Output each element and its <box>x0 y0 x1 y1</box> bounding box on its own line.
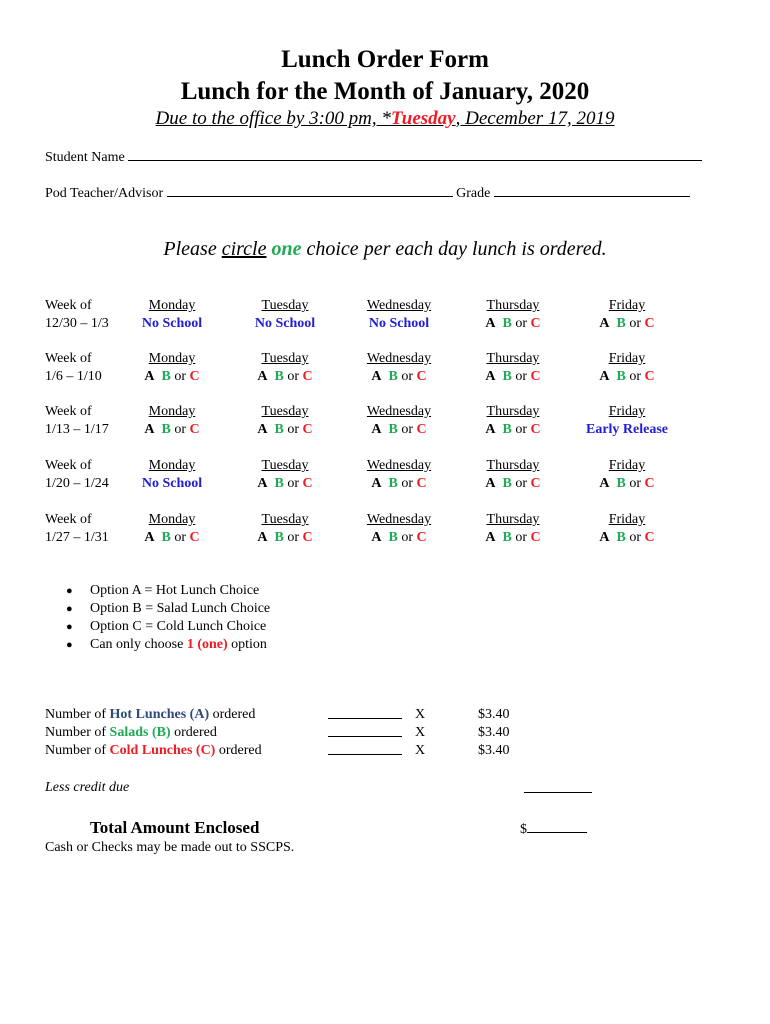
choice-a[interactable]: A <box>371 530 382 545</box>
choice-or: or <box>629 369 641 384</box>
order-multipliers: X X X <box>415 707 426 758</box>
choice-a[interactable]: A <box>144 530 155 545</box>
choice-a[interactable]: A <box>257 530 268 545</box>
choice-b[interactable]: B <box>502 316 512 331</box>
day-cell[interactable] <box>225 403 345 439</box>
day-name: Monday <box>148 404 196 419</box>
day-name: Tuesday <box>261 458 309 473</box>
choice-b[interactable]: B <box>502 422 512 437</box>
teacher-field[interactable] <box>45 184 690 202</box>
lunch-choices[interactable] <box>225 421 345 439</box>
order-cold-label: Number of Cold Lunches (C) ordered <box>45 743 262 758</box>
day-name: Thursday <box>486 298 540 313</box>
day-cell[interactable] <box>567 403 687 439</box>
choice-a[interactable]: A <box>485 316 496 331</box>
choice-or: or <box>174 530 186 545</box>
choice-c[interactable]: C <box>644 369 655 384</box>
price-salad: $3.40 <box>478 725 510 740</box>
choice-or: or <box>174 369 186 384</box>
choice-b[interactable]: B <box>616 369 626 384</box>
choice-a[interactable]: A <box>257 422 268 437</box>
choice-a[interactable]: A <box>599 369 610 384</box>
lunch-choices[interactable] <box>453 529 573 547</box>
choice-c[interactable]: C <box>302 369 313 384</box>
day-cell[interactable] <box>567 297 687 333</box>
day-name: Friday <box>608 351 646 366</box>
grade-line[interactable] <box>494 184 690 197</box>
choice-a[interactable]: A <box>371 476 382 491</box>
day-name: Thursday <box>486 351 540 366</box>
choice-a[interactable]: A <box>371 422 382 437</box>
form-title: Lunch Order Form <box>281 46 489 73</box>
choice-or: or <box>515 369 527 384</box>
lunch-choices[interactable] <box>339 421 459 439</box>
day-name: Thursday <box>486 404 540 419</box>
day-cell[interactable] <box>339 511 459 547</box>
lunch-choices[interactable] <box>339 529 459 547</box>
total-field[interactable]: $ <box>520 820 587 838</box>
choice-or: or <box>515 476 527 491</box>
day-cell[interactable] <box>339 297 459 333</box>
week-label: Week of 1/20 – 1/24 <box>45 458 109 491</box>
choice-c[interactable]: C <box>530 530 541 545</box>
choice-a[interactable]: A <box>485 369 496 384</box>
choice-c[interactable]: C <box>644 476 655 491</box>
day-name: Friday <box>608 512 646 527</box>
day-cell[interactable] <box>453 403 573 439</box>
salad-qty-line[interactable] <box>328 724 402 737</box>
choice-b[interactable]: B <box>616 316 626 331</box>
option-item: ● Option B = Salad Lunch Choice <box>66 600 270 618</box>
total-line[interactable] <box>527 820 587 833</box>
due-date: Due to the office by 3:00 pm, *Tuesday, December 17, 2019 <box>155 108 615 129</box>
day-cell[interactable] <box>453 457 573 493</box>
choice-or: or <box>287 369 299 384</box>
day-cell[interactable] <box>112 297 232 333</box>
choice-or: or <box>287 422 299 437</box>
student-name-line[interactable] <box>128 148 702 161</box>
day-name: Wednesday <box>366 351 432 366</box>
price-hot: $3.40 <box>478 707 510 722</box>
day-cell[interactable] <box>112 511 232 547</box>
option-item: ● Option A = Hot Lunch Choice <box>66 582 270 600</box>
choice-c[interactable]: C <box>530 422 541 437</box>
day-cell[interactable] <box>567 457 687 493</box>
day-name: Monday <box>148 298 196 313</box>
week-label: Week of 1/13 – 1/17 <box>45 404 109 437</box>
day-name: Wednesday <box>366 298 432 313</box>
lunch-choices[interactable] <box>453 315 573 333</box>
day-status: No School <box>254 316 316 331</box>
lunch-choices[interactable] <box>112 368 232 386</box>
choice-a[interactable]: A <box>257 476 268 491</box>
day-name: Tuesday <box>261 298 309 313</box>
day-status: No School <box>141 316 203 331</box>
instruction: Please circle one choice per each day lunch is ordered. <box>163 238 607 260</box>
day-cell[interactable] <box>453 297 573 333</box>
lunch-choices[interactable] <box>567 475 687 493</box>
choice-or: or <box>401 422 413 437</box>
choice-or: or <box>401 530 413 545</box>
lunch-choices[interactable] <box>225 529 345 547</box>
order-blanks[interactable] <box>328 706 402 760</box>
choice-c[interactable]: C <box>416 422 427 437</box>
day-cell[interactable] <box>339 350 459 386</box>
choice-c[interactable]: C <box>416 530 427 545</box>
choice-or: or <box>401 476 413 491</box>
choice-or: or <box>287 476 299 491</box>
choice-or: or <box>629 476 641 491</box>
choice-c[interactable]: C <box>530 316 541 331</box>
credit-label: Less credit due <box>45 780 130 795</box>
lunch-choices[interactable] <box>112 421 232 439</box>
day-status: No School <box>368 316 430 331</box>
choice-c[interactable]: C <box>530 369 541 384</box>
teacher-label: Pod Teacher/Advisor <box>45 186 164 201</box>
day-cell[interactable] <box>112 457 232 493</box>
lunch-choices[interactable] <box>453 368 573 386</box>
form-subtitle: Lunch for the Month of January, 2020 <box>180 78 590 105</box>
day-name: Wednesday <box>366 512 432 527</box>
choice-or: or <box>515 422 527 437</box>
day-cell[interactable] <box>453 511 573 547</box>
choice-c[interactable]: C <box>189 530 200 545</box>
day-name: Monday <box>148 351 196 366</box>
choice-c[interactable]: C <box>302 530 313 545</box>
day-status: No School <box>141 476 203 491</box>
choice-b[interactable]: B <box>502 369 512 384</box>
day-name: Friday <box>608 298 646 313</box>
lunch-choices[interactable] <box>567 368 687 386</box>
day-cell[interactable] <box>225 457 345 493</box>
option-item: ● Can only choose 1 (one) option <box>66 636 270 654</box>
choice-c[interactable]: C <box>530 476 541 491</box>
teacher-line[interactable] <box>167 184 453 197</box>
lunch-choices[interactable] <box>112 529 232 547</box>
day-cell[interactable] <box>567 350 687 386</box>
lunch-choices[interactable] <box>225 475 345 493</box>
choice-b[interactable]: B <box>274 422 284 437</box>
day-status: Early Release <box>585 422 669 437</box>
day-name: Wednesday <box>366 458 432 473</box>
day-name: Thursday <box>486 512 540 527</box>
order-salad-label: Number of Salads (B) ordered <box>45 725 217 740</box>
week-label: Week of 1/6 – 1/10 <box>45 351 102 384</box>
day-name: Friday <box>608 458 646 473</box>
choice-c[interactable]: C <box>302 476 313 491</box>
choice-or: or <box>515 316 527 331</box>
credit-line[interactable] <box>524 780 592 793</box>
day-name: Thursday <box>486 458 540 473</box>
day-cell[interactable] <box>112 350 232 386</box>
lunch-choices[interactable] <box>453 421 573 439</box>
lunch-choices[interactable] <box>339 475 459 493</box>
day-name: Tuesday <box>261 351 309 366</box>
choice-b[interactable]: B <box>388 422 398 437</box>
day-cell[interactable] <box>339 457 459 493</box>
grade-label: Grade <box>456 186 491 201</box>
choice-a[interactable]: A <box>599 476 610 491</box>
choice-b[interactable]: B <box>502 530 512 545</box>
choice-c[interactable]: C <box>416 476 427 491</box>
day-cell[interactable] <box>225 511 345 547</box>
day-cell[interactable] <box>453 350 573 386</box>
week-label: Week of 1/27 – 1/31 <box>45 512 109 545</box>
choice-a[interactable]: A <box>144 422 155 437</box>
day-name: Tuesday <box>261 512 309 527</box>
hot-qty-line[interactable] <box>328 706 402 719</box>
choice-or: or <box>629 530 641 545</box>
choice-or: or <box>401 369 413 384</box>
lunch-choices[interactable] <box>453 475 573 493</box>
choice-b[interactable]: B <box>616 530 626 545</box>
order-prices <box>478 706 510 760</box>
choice-b[interactable]: B <box>161 530 171 545</box>
day-name: Tuesday <box>261 404 309 419</box>
choice-c[interactable]: C <box>302 422 313 437</box>
day-name: Monday <box>148 458 196 473</box>
lunch-choices[interactable] <box>339 368 459 386</box>
lunch-choices[interactable] <box>567 315 687 333</box>
options-list <box>66 582 270 654</box>
due-day: Tuesday <box>390 108 456 129</box>
payable-note: Cash or Checks may be made out to SSCPS. <box>45 840 295 855</box>
cold-qty-line[interactable] <box>328 742 402 755</box>
choice-or: or <box>174 422 186 437</box>
day-cell[interactable] <box>112 403 232 439</box>
choice-b[interactable]: B <box>274 369 284 384</box>
choice-a[interactable]: A <box>485 476 496 491</box>
lunch-choices[interactable] <box>225 368 345 386</box>
order-hot-label: Number of Hot Lunches (A) ordered <box>45 707 256 722</box>
choice-b[interactable]: B <box>274 476 284 491</box>
day-cell[interactable] <box>339 403 459 439</box>
order-labels <box>45 706 262 760</box>
choice-a[interactable]: A <box>257 369 268 384</box>
choice-c[interactable]: C <box>644 316 655 331</box>
day-name: Friday <box>608 404 646 419</box>
choice-or: or <box>287 530 299 545</box>
day-name: Wednesday <box>366 404 432 419</box>
choice-a[interactable]: A <box>144 369 155 384</box>
choice-a[interactable]: A <box>485 530 496 545</box>
option-item: ● Option C = Cold Lunch Choice <box>66 618 270 636</box>
price-cold: $3.40 <box>478 743 510 758</box>
day-cell[interactable] <box>225 297 345 333</box>
choice-b[interactable]: B <box>274 530 284 545</box>
choice-c[interactable]: C <box>189 369 200 384</box>
week-label: Week of 12/30 – 1/3 <box>45 298 109 331</box>
choice-c[interactable]: C <box>416 369 427 384</box>
choice-or: or <box>629 316 641 331</box>
student-name-field[interactable] <box>45 148 702 166</box>
choice-b[interactable]: B <box>161 422 171 437</box>
choice-b[interactable]: B <box>388 530 398 545</box>
choice-or: or <box>515 530 527 545</box>
choice-b[interactable]: B <box>388 369 398 384</box>
choice-c[interactable]: C <box>189 422 200 437</box>
choice-b[interactable]: B <box>616 476 626 491</box>
choice-b[interactable]: B <box>388 476 398 491</box>
lunch-choices[interactable] <box>567 529 687 547</box>
choice-b[interactable]: B <box>502 476 512 491</box>
day-cell[interactable] <box>567 511 687 547</box>
choice-a[interactable]: A <box>599 316 610 331</box>
day-name: Monday <box>148 512 196 527</box>
choice-c[interactable]: C <box>644 530 655 545</box>
choice-a[interactable]: A <box>371 369 382 384</box>
choice-a[interactable]: A <box>485 422 496 437</box>
day-cell[interactable] <box>225 350 345 386</box>
student-name-label: Student Name <box>45 150 125 165</box>
choice-b[interactable]: B <box>161 369 171 384</box>
total-label: Total Amount Enclosed <box>90 818 260 837</box>
choice-a[interactable]: A <box>599 530 610 545</box>
